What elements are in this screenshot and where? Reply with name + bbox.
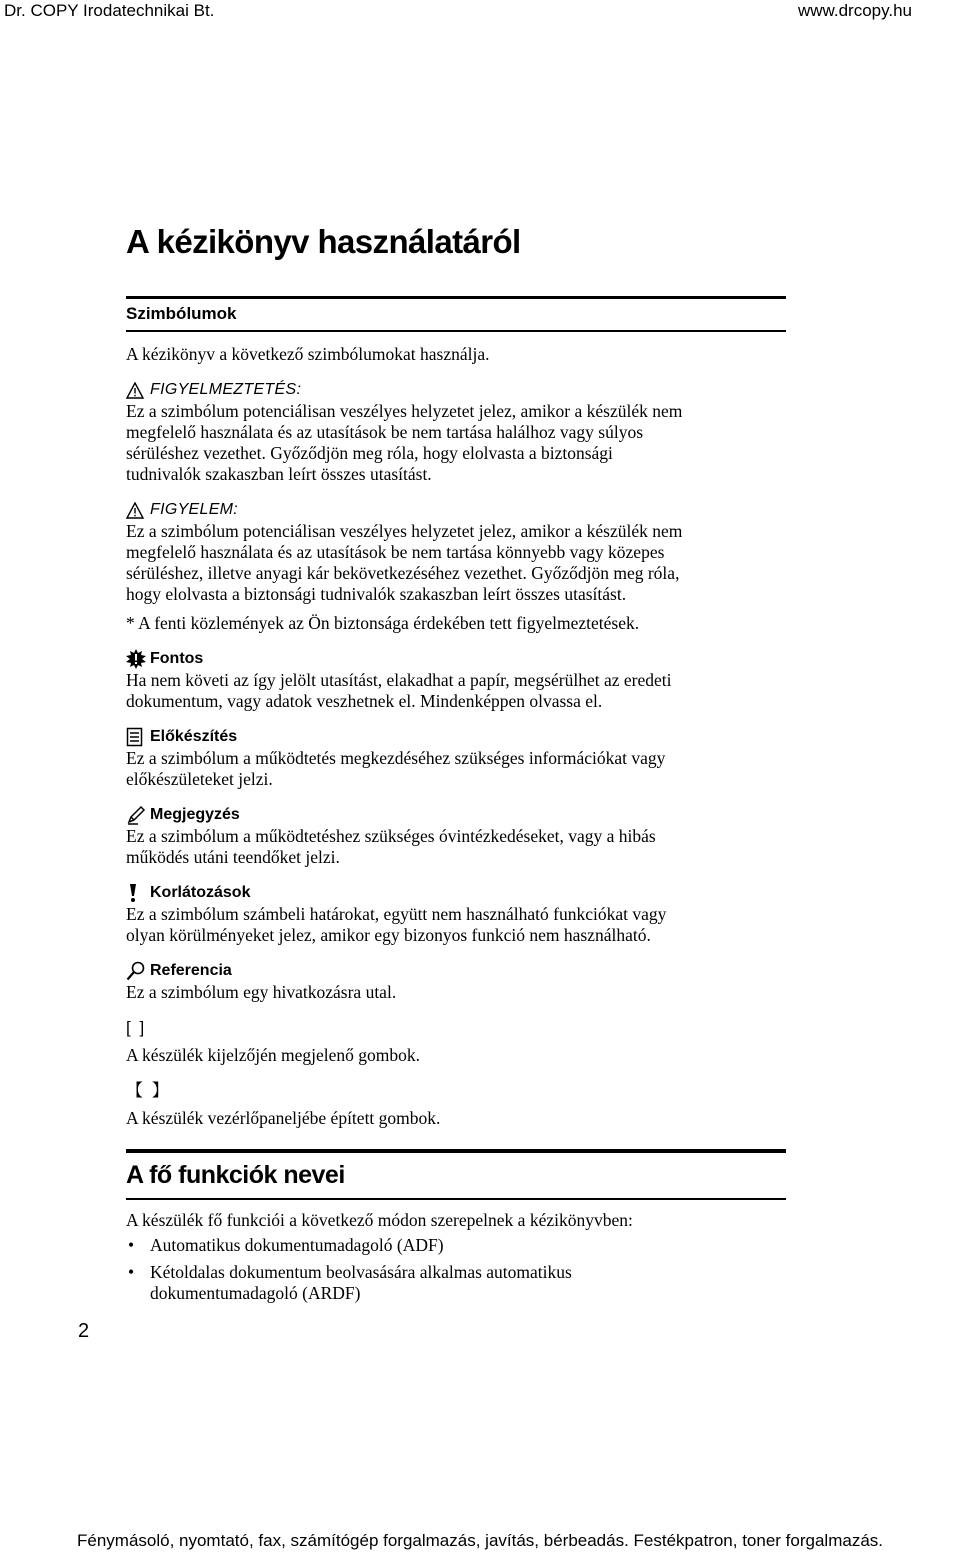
caution-label: FIGYELEM: bbox=[150, 501, 239, 518]
note-label: Megjegyzés bbox=[150, 806, 240, 823]
functions-intro: A készülék fő funkciói a következő módon szerepelnek a kézikönyvben: bbox=[126, 1210, 633, 1230]
warning-line: megfelelő használata és az utasítások be nem tartása halálhoz vagy súlyos bbox=[126, 422, 644, 442]
display-key-bracket: [ ] bbox=[126, 1018, 147, 1037]
bullet-icon: • bbox=[128, 1262, 135, 1282]
display-key-description: A készülék kijelzőjén megjelenő gombok. bbox=[126, 1045, 421, 1065]
page-footer: Fénymásoló, nyomtató, fax, számítógép forgalmazás, javítás, bérbeadás. Festékpatron, toner forgalmazás. bbox=[76, 1531, 883, 1550]
preparation-label: Előkészítés bbox=[150, 728, 238, 745]
reference-label-row bbox=[126, 960, 786, 982]
magnifier-icon bbox=[126, 961, 148, 981]
important-line: dokumentum, vagy adatok veszhetnek el. Mindenképpen olvassa el. bbox=[126, 691, 603, 711]
functions-list bbox=[126, 1235, 786, 1304]
preparation-line: Ez a szimbólum a működtetés megkezdéséhez szükséges információkat vagy bbox=[126, 748, 666, 768]
warning-label-row bbox=[126, 379, 786, 401]
panel-key-bracket: 【 】 bbox=[126, 1081, 171, 1100]
caution-line: hogy elolvasta a biztonsági tudnivalók szakaszban leírt összes utasítást. bbox=[126, 584, 627, 604]
page-number: 2 bbox=[78, 1320, 90, 1342]
panel-key-description: A készülék vezérlőpaneljébe épített gombok. bbox=[126, 1108, 441, 1128]
symbols-intro: A kézikönyv a következő szimbólumokat használja. bbox=[126, 344, 490, 364]
limitations-line: Ez a szimbólum számbeli határokat, együtt nem használható funkciókat vagy bbox=[126, 904, 667, 924]
warning-line: Ez a szimbólum potenciálisan veszélyes helyzetet jelez, amikor a készülék nem bbox=[126, 401, 683, 421]
caution-triangle-icon bbox=[126, 500, 148, 520]
warning-line: sérüléshez vezethet. Győződjön meg róla, hogy elolvasta a biztonsági bbox=[126, 443, 613, 463]
limitations-line: olyan körülményeket jelez, amikor egy bizonyos funkció nem használható. bbox=[126, 925, 651, 945]
important-burst-icon bbox=[126, 649, 148, 669]
caution-label-row bbox=[126, 499, 786, 521]
limitations-label-row bbox=[126, 882, 786, 904]
pencil-icon bbox=[126, 805, 148, 825]
bullet-icon: • bbox=[128, 1235, 135, 1255]
note-line: működés utáni teendőket jelzi. bbox=[126, 847, 340, 867]
section-heading-functions: A fő funkciók nevei bbox=[126, 1149, 786, 1200]
exclamation-icon bbox=[126, 883, 148, 903]
reference-line: Ez a szimbólum egy hivatkozásra utal. bbox=[126, 982, 397, 1002]
warning-triangle-icon bbox=[126, 380, 148, 400]
important-line: Ha nem követi az így jelölt utasítást, elakadhat a papír, megsérülhet az eredeti bbox=[126, 670, 672, 690]
safety-footnote: * A fenti közlemények az Ön biztonsága érdekében tett figyelmeztetések. bbox=[126, 613, 640, 633]
limitations-label: Korlátozások bbox=[150, 884, 251, 901]
manual-page-content bbox=[126, 222, 786, 1310]
warning-line: tudnivalók szakaszban leírt összes utasítást. bbox=[126, 464, 432, 484]
caution-line: sérüléshez, illetve anyagi kár bekövetkezéséhez vezethet. Győződjön meg róla, bbox=[126, 563, 680, 583]
section-heading-symbols: Szimbólumok bbox=[126, 296, 786, 332]
preparation-line: előkészületeket jelzi. bbox=[126, 769, 273, 789]
website-link[interactable]: www.drcopy.hu bbox=[797, 1, 912, 20]
page-title: A kézikönyv használatáról bbox=[126, 223, 521, 260]
preparation-label-row bbox=[126, 726, 786, 748]
warning-label: FIGYELMEZTETÉS: bbox=[150, 381, 302, 398]
list-item bbox=[126, 1235, 786, 1256]
list-item-text: dokumentumadagoló (ARDF) bbox=[150, 1283, 361, 1303]
caution-line: megfelelő használata és az utasítások be nem tartása könnyebb vagy közepes bbox=[126, 542, 665, 562]
page-header bbox=[0, 0, 960, 28]
caution-line: Ez a szimbólum potenciálisan veszélyes helyzetet jelez, amikor a készülék nem bbox=[126, 521, 683, 541]
important-label-row bbox=[126, 648, 786, 670]
note-line: Ez a szimbólum a működtetéshez szükséges óvintézkedéseket, vagy a hibás bbox=[126, 826, 656, 846]
checklist-icon bbox=[126, 727, 148, 747]
important-label: Fontos bbox=[150, 650, 204, 667]
company-name: Dr. COPY Irodatechnikai Bt. bbox=[4, 1, 215, 20]
note-label-row bbox=[126, 804, 786, 826]
list-item-text: Automatikus dokumentumadagoló (ADF) bbox=[150, 1235, 444, 1255]
reference-label: Referencia bbox=[150, 962, 232, 979]
list-item bbox=[126, 1262, 786, 1304]
list-item-text: Kétoldalas dokumentum beolvasására alkalmas automatikus bbox=[150, 1262, 572, 1282]
